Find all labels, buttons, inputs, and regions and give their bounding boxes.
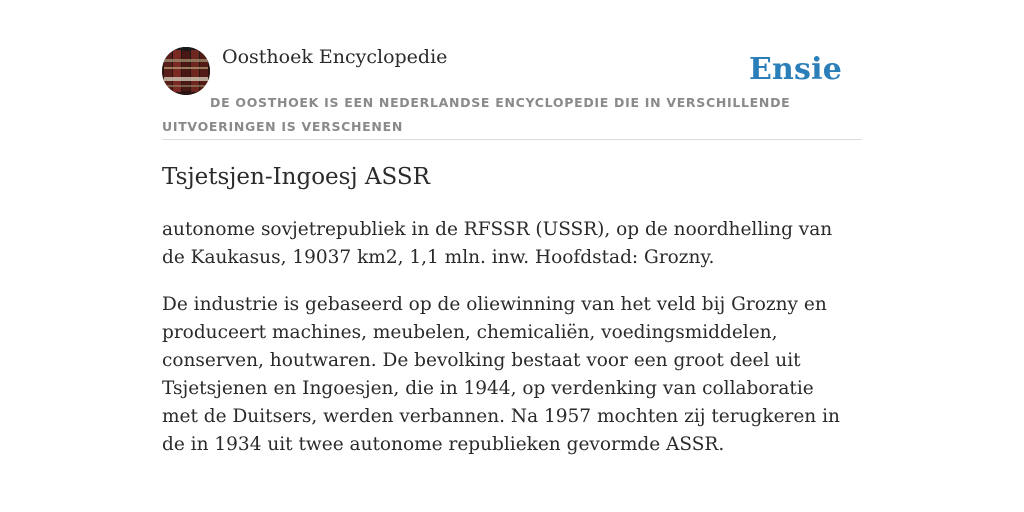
article-paragraph: autonome sovjetrepubliek in de RFSSR (USSR), op de noordhelling van de Kaukasus, 19037 km2, 1,1 mln. inw. Hoofdstad: Grozny. (162, 219, 833, 268)
page (162, 0, 862, 512)
source-avatar[interactable] (162, 47, 210, 95)
source-title[interactable]: Oosthoek Encyclopedie (222, 46, 448, 68)
article-paragraph: De industrie is gebaseerd op de oliewinning van het veld bij Grozny en produceert machines, meubelen, chemicaliën, voedingsmiddelen, conserven, houtwaren. De bevolking bestaat voor een groot deel uit Tsjetsjenen en Ingoesjen, die in 1944, op verdenking van collaboratie met de Duitsers, werden verbannen. Na 1957 mochten zij terugkeren in de in 1934 uit twee autonome republieken gevormde ASSR. (162, 294, 840, 455)
source-subtitle: DE OOSTHOEK IS EEN NEDERLANDSE ENCYCLOPEDIE DIE IN VERSCHILLENDE UITVOERINGEN IS VERSCHENEN (162, 95, 791, 134)
brand-logo[interactable]: Ensie (748, 52, 842, 87)
header (162, 0, 862, 140)
book-spines-icon (162, 47, 210, 95)
article-body (162, 216, 852, 478)
article-title: Tsjetsjen-Ingoesj ASSR (162, 164, 430, 190)
